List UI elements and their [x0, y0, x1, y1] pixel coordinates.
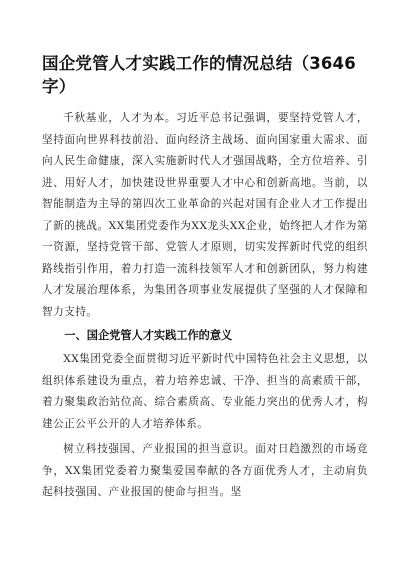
intro-paragraph: 千秋基业，人才为本。习近平总书记强调，要坚持党管人才，坚持面向世界科技前沿、面向经济主战场、面向国家重大需求、面向人民生命健康，深入实施新时代人才强国战略，全方位培养、引进、用好人才，加快建设世界重要人才中心和创新高地。当前，以智能制造为主导的第四次工业革命的兴起对国有企业人才工作提出了新的挑战。XX集团党委作为XX龙头XX企业，始终把人才作为第一资源，坚持党管干部、党管人才原则，切实发挥新时代党的组织路线指引作用，着力打造一流科技领军人才和创新团队，努力构建人才发展治理体系，为集团各项事业发展提供了坚强的人才保障和智力支持。	[42, 112, 368, 318]
section-paragraph-1: XX集团党委全面贯彻习近平新时代中国特色社会主义思想，以组织体系建设为重点，着力培养忠诚、干净、担当的高素质干部，着力聚集政治站位高、综合素质高、专业能力突出的优秀人才，构建公正公平公开的人才培养体系。	[42, 353, 368, 430]
section-paragraph-2: 树立科技强国、产业报国的担当意识。面对日趋激烈的市场竞争，XX集团党委着力聚集爱国奉献的各方面优秀人才，主动肩负起科技强国、产业报国的使命与担当。坚	[42, 443, 368, 498]
document-title: 国企党管人才实践工作的情况总结（3646字）	[42, 54, 356, 96]
section-heading: 一、国企党管人才实践工作的意义	[64, 329, 233, 342]
